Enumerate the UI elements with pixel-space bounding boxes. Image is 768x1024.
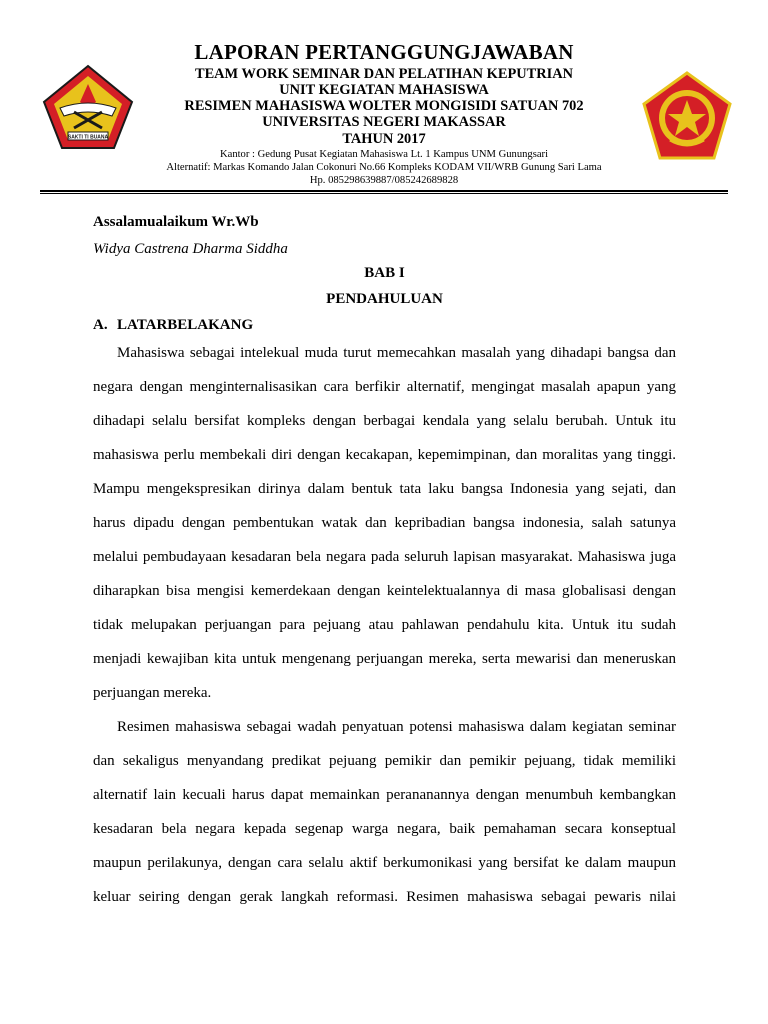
- greeting: Assalamualaikum Wr.Wb: [93, 214, 259, 230]
- paragraph-line: negara dengan menginternalisasikan cara berfikir alternatif, mengingat masalah apapun yang: [93, 379, 676, 395]
- phone-numbers: Hp. 085298639887/085242689828: [309, 175, 459, 186]
- motto: Widya Castrena Dharma Siddha: [93, 241, 288, 257]
- header-line-5: TAHUN 2017: [342, 131, 426, 147]
- paragraph-line: dihadapi selalu bersifat kompleks dengan berbagai kendala yang selalu berubah. Untuk itu: [93, 413, 676, 429]
- section-title: LATARBELAKANG: [117, 317, 254, 333]
- paragraph-line: dan sekaligus menyandang predikat pejuang pemikir dan pemikir pejuang, tidak memiliki: [93, 753, 676, 769]
- paragraph-line: keluar seiring dengan gerak langkah reformasi. Resimen mahasiswa sebagai pewaris nilai: [93, 889, 676, 905]
- paragraph-line: tidak melupakan perjuangan para pejuang atau pahlawan pendahulu kita. Untuk itu sudah: [93, 617, 676, 633]
- report-title: LAPORAN PERTANGGUNGJAWABAN: [194, 40, 574, 64]
- paragraph-line: harus dipadu dengan pembentukan watak dan kepribadian bangsa indonesia, salah satunya: [93, 515, 676, 531]
- letterhead: [0, 0, 768, 192]
- chapter-number: BAB I: [364, 265, 405, 281]
- paragraph-line: Resimen mahasiswa sebagai wadah penyatuan potensi mahasiswa dalam kegiatan seminar: [117, 719, 676, 735]
- paragraph-line: menjadi kewajiban kita untuk mengenang perjuangan mereka, serta mewarisi dan meneruskan: [93, 651, 676, 667]
- address-office: Kantor : Gedung Pusat Kegiatan Mahasiswa Lt. 1 Kampus UNM Gunungsari: [219, 149, 549, 160]
- chapter-title: PENDAHULUAN: [326, 291, 443, 307]
- header-rule-thin: [40, 193, 728, 194]
- header-line-4: UNIVERSITAS NEGERI MAKASSAR: [262, 114, 506, 130]
- paragraph-line: Mampu mengekspresikan dirinya dalam bentuk tata laku bangsa Indonesia yang sejati, dan: [93, 481, 676, 497]
- logo-left-motto: SAKTI TI BUANA: [67, 134, 109, 141]
- paragraph-line: mahasiswa perlu membekali diri dengan kecakapan, kepemimpinan, dan moralitas yang tinggi.: [93, 447, 676, 463]
- header-rule-thick: [40, 190, 728, 192]
- address-alternative: Alternatif: Markas Komando Jalan Cokonuri No.66 Kompleks KODAM VII/WRB Gunung Sari Lama: [166, 162, 602, 173]
- paragraph-line: melalui pembudayaan kesadaran bela negara pada seluruh lapisan masyarakat. Mahasiswa juga: [93, 549, 676, 565]
- paragraph-line: maupun perilakunya, dengan cara selalu aktif berkumonikasi yang bersifat ke dalam maupun: [93, 855, 676, 871]
- paragraph-line: perjuangan mereka.: [93, 685, 212, 701]
- header-line-1: TEAM WORK SEMINAR DAN PELATIHAN KEPUTRIAN: [194, 66, 574, 82]
- section-number: A.: [93, 317, 108, 333]
- header-line-3: RESIMEN MAHASISWA WOLTER MONGISIDI SATUAN 702: [184, 98, 584, 114]
- section-heading: [93, 317, 253, 334]
- header-line-2: UNIT KEGIATAN MAHASISWA: [279, 82, 489, 98]
- paragraph-line: diharapkan bisa mengisi kemerdekaan dengan keintelektualannya di masa globalisasi dengan: [93, 583, 676, 599]
- kodam-logo: [640, 70, 734, 162]
- paragraph-line: Mahasiswa sebagai intelekual muda turut memecahkan masalah yang dihadapi bangsa dan: [117, 345, 676, 361]
- paragraph-line: alternatif lain kecuali harus dapat memainkan perananannya dengan menumbuh kembangkan: [93, 787, 676, 803]
- paragraph-line: kesadaran bela negara kepada segenap warga negara, baik pemahaman secara konseptual: [93, 821, 676, 837]
